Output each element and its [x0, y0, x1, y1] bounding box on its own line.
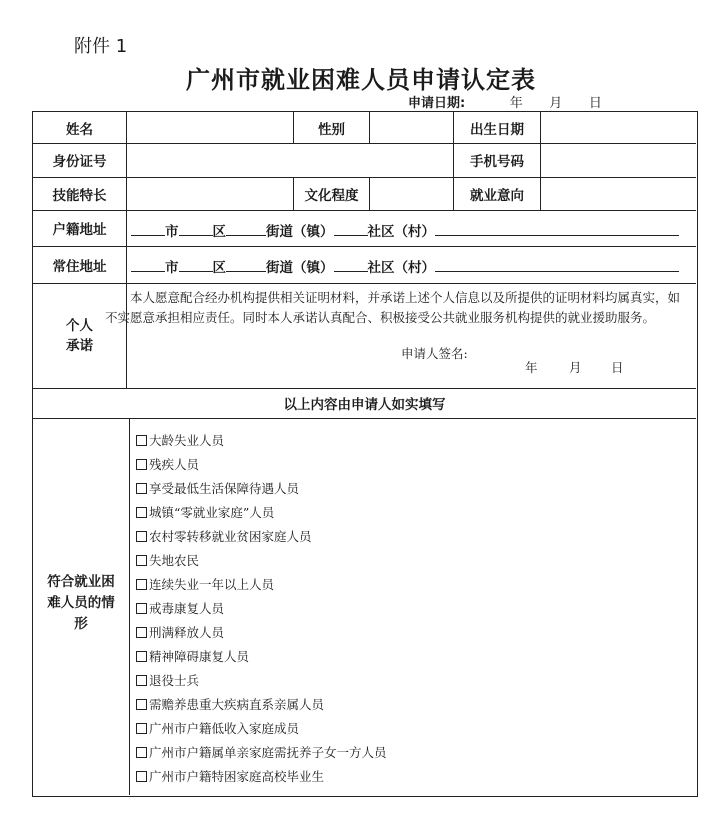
gender-input[interactable]: [370, 112, 453, 143]
id-number-label: 身份证号: [52, 154, 107, 170]
category-option[interactable]: 广州市户籍特困家庭高校毕业生: [136, 767, 324, 785]
checkbox-icon[interactable]: [136, 531, 147, 542]
checkbox-icon[interactable]: [136, 483, 147, 494]
category-option[interactable]: 精神障碍康复人员: [136, 647, 249, 665]
categories-label: [33, 572, 129, 635]
name-label: 姓名: [66, 121, 93, 138]
application-date: [408, 92, 624, 111]
birth-date-input[interactable]: [541, 112, 696, 143]
skills-label: 技能特长: [52, 187, 107, 204]
street-suffix: 街道（镇）: [266, 224, 334, 240]
category-option[interactable]: 残疾人员: [136, 455, 199, 473]
fill-note: 以上内容由申请人如实填写: [283, 397, 446, 413]
date-year: 年: [509, 96, 523, 111]
pledge-label-line2: 承诺: [66, 337, 93, 354]
row-divider: [33, 246, 696, 247]
city-suffix: 市: [165, 224, 179, 240]
district-suffix: 区: [212, 224, 226, 240]
category-option[interactable]: 大龄失业人员: [136, 431, 224, 449]
pledge-label-line1: 个人: [66, 317, 93, 334]
category-option[interactable]: 需赡养患重大疾病直系亲属人员: [136, 695, 324, 713]
row-divider: [33, 210, 696, 211]
employment-intention-label: 就业意向: [470, 187, 524, 204]
residence-address-label: 常住地址: [52, 258, 107, 275]
phone-input[interactable]: [541, 143, 696, 177]
checkbox-icon[interactable]: [136, 771, 147, 782]
categories-label-line2: 难人员的情: [47, 595, 115, 611]
category-option[interactable]: 退役士兵: [136, 671, 199, 689]
id-number-input[interactable]: [127, 143, 453, 177]
category-option[interactable]: 失地农民: [136, 551, 199, 569]
household-address-input[interactable]: [131, 220, 679, 240]
date-day: 日: [588, 96, 602, 111]
city-suffix: 市: [165, 260, 179, 276]
education-label: 文化程度: [304, 187, 359, 204]
checkbox-icon[interactable]: [136, 627, 147, 638]
district-suffix: 区: [212, 260, 226, 276]
category-option[interactable]: 农村零转移就业贫困家庭人员: [136, 527, 312, 545]
checkbox-icon[interactable]: [136, 507, 147, 518]
row-divider: [33, 418, 696, 419]
household-address-label: 户籍地址: [52, 222, 107, 238]
signature-month: 月: [569, 360, 582, 375]
checkbox-icon[interactable]: [136, 699, 147, 710]
phone-label: 手机号码: [470, 154, 524, 170]
category-option[interactable]: 戒毒康复人员: [136, 599, 224, 617]
residence-address-input[interactable]: [131, 256, 679, 276]
date-label: 申请日期:: [408, 96, 466, 111]
pledge-text: 本人愿意配合经办机构提供相关证明材料，并承诺上述个人信息以及所提供的证明材料均属真实，如不实愿意承担相应责任。同时本人承诺认真配合、积极接受公共就业服务机构提供的就业援助服务。: [105, 290, 681, 325]
gender-label: 性别: [318, 121, 345, 138]
checkbox-icon[interactable]: [136, 603, 147, 614]
education-input[interactable]: [370, 177, 453, 210]
category-option[interactable]: 连续失业一年以上人员: [136, 575, 274, 593]
checkbox-icon[interactable]: [136, 747, 147, 758]
birth-date-label: 出生日期: [470, 121, 524, 138]
date-month: 月: [549, 96, 563, 111]
community-suffix: 社区（村）: [367, 260, 435, 276]
form-title: 广州市就业困难人员申请认定表: [186, 65, 536, 94]
signature-label: 申请人签名:: [401, 346, 468, 361]
community-suffix: 社区（村）: [367, 224, 435, 240]
category-option[interactable]: 享受最低生活保障待遇人员: [136, 479, 299, 497]
category-option[interactable]: 广州市户籍属单亲家庭需抚养子女一方人员: [136, 743, 387, 761]
checkbox-icon[interactable]: [136, 675, 147, 686]
signature-day: 日: [611, 360, 624, 375]
attachment-label: 附件 1: [74, 36, 128, 57]
checkbox-icon[interactable]: [136, 579, 147, 590]
name-input[interactable]: [127, 112, 293, 143]
street-suffix: 街道（镇）: [266, 260, 334, 276]
category-option[interactable]: 刑满释放人员: [136, 623, 224, 641]
checkbox-icon[interactable]: [136, 435, 147, 446]
categories-label-line1: 符合就业困: [47, 574, 115, 590]
checkbox-icon[interactable]: [136, 459, 147, 470]
checkbox-icon[interactable]: [136, 555, 147, 566]
categories-label-line3: 形: [74, 616, 88, 632]
row-divider: [33, 283, 696, 284]
checkbox-icon[interactable]: [136, 723, 147, 734]
signature-year: 年: [525, 360, 538, 375]
employment-intention-input[interactable]: [541, 177, 696, 210]
application-form: [32, 111, 698, 797]
col-divider: [129, 418, 130, 795]
skills-input[interactable]: [127, 177, 293, 210]
category-option[interactable]: 广州市户籍低收入家庭成员: [136, 719, 299, 737]
category-option[interactable]: 城镇“零就业家庭”人员: [136, 503, 274, 521]
checkbox-icon[interactable]: [136, 651, 147, 662]
